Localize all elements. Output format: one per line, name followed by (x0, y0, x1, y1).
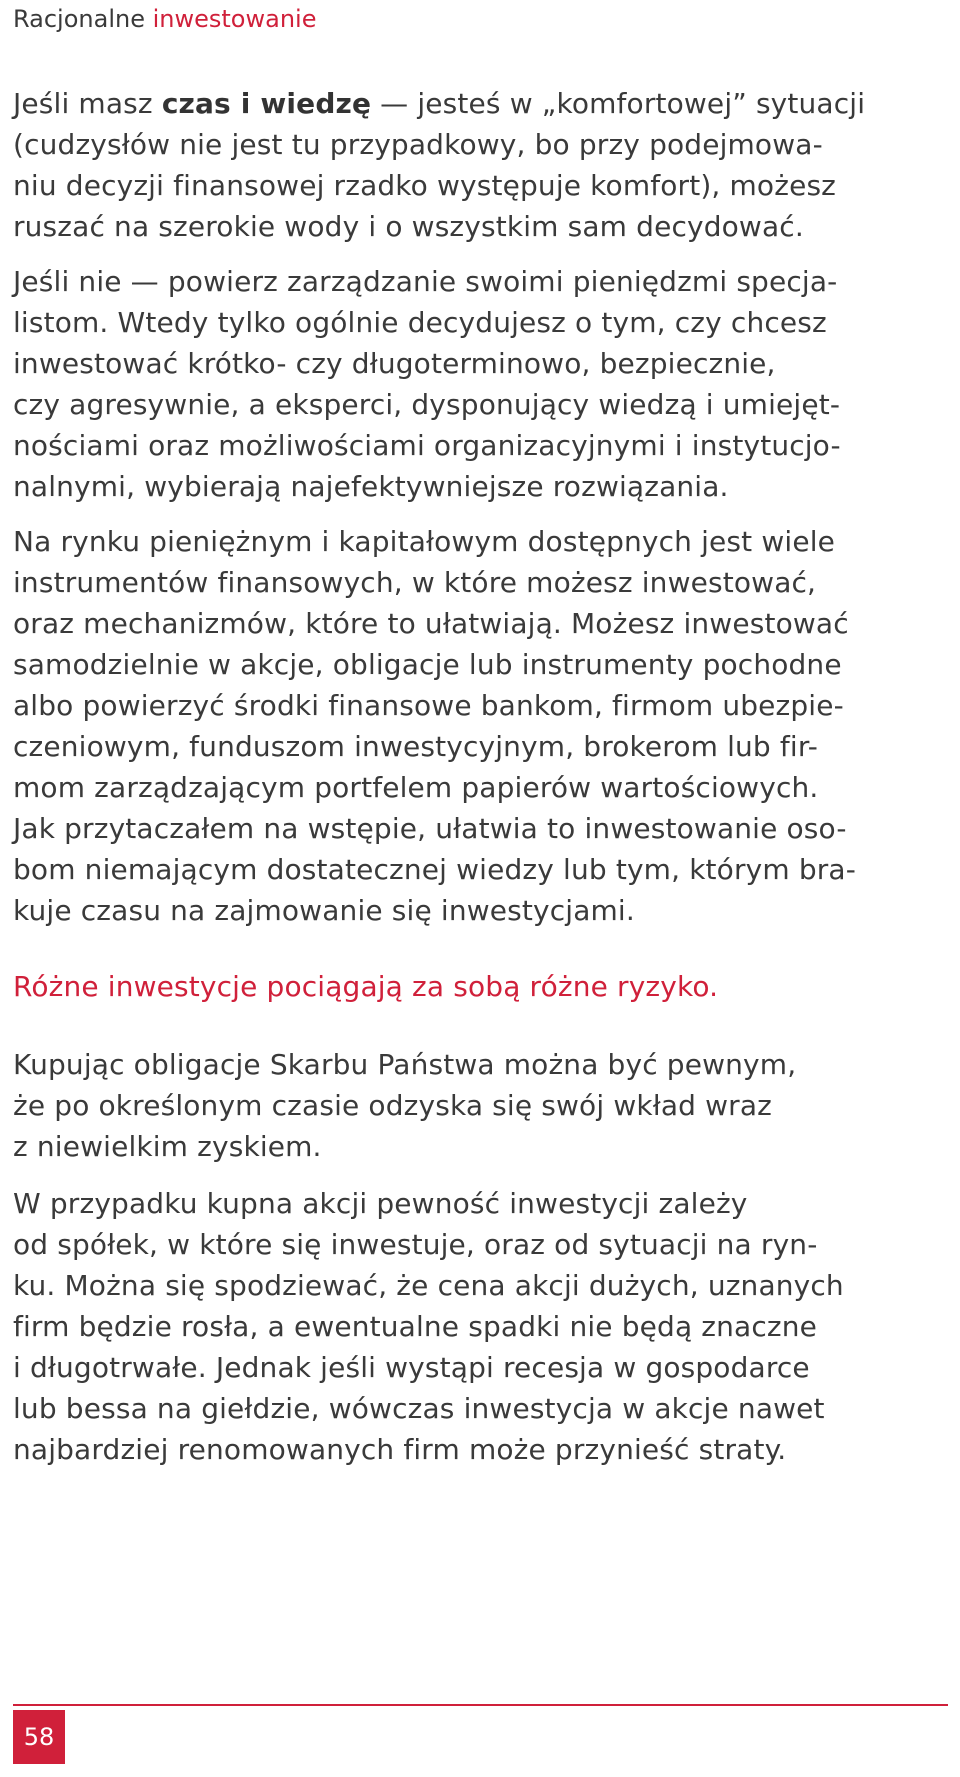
page-number-badge: 58 (13, 1710, 65, 1764)
section-heading: Różne inwestycje pociągają za sobą różne ryzyko. (13, 970, 719, 1003)
paragraph-line: ku. Można się spodziewać, że cena akcji dużych, uznanych (13, 1269, 844, 1302)
paragraph-line: czy agresywnie, a eksperci, dysponujący wiedzą i umiejęt- (13, 388, 841, 421)
paragraph-line: albo powierzyć środki finansowe bankom, firmom ubezpie- (13, 689, 844, 722)
paragraph-line: że po określonym czasie odzyska się swój wkład wraz (13, 1089, 772, 1122)
running-header (13, 4, 316, 34)
footer-divider (13, 1704, 948, 1706)
text-span: Jeśli masz (13, 87, 162, 120)
paragraph-line: ruszać na szerokie wody i o wszystkim sam decydować. (13, 210, 804, 243)
running-header-title: Racjonalne (13, 5, 145, 33)
paragraph-line: kuje czasu na zajmowanie się inwestycjami. (13, 894, 635, 927)
paragraph-line: mom zarządzającym portfelem papierów wartościowych. (13, 771, 819, 804)
paragraph-line: listom. Wtedy tylko ogólnie decydujesz o tym, czy chcesz (13, 306, 827, 339)
paragraph-line: z niewielkim zyskiem. (13, 1130, 322, 1163)
paragraph-line: od spółek, w które się inwestuje, oraz od sytuacji na ryn- (13, 1228, 818, 1261)
paragraph-line: Kupując obligacje Skarbu Państwa można być pewnym, (13, 1048, 797, 1081)
paragraph-line: czeniowym, funduszom inwestycyjnym, brokerom lub fir- (13, 730, 818, 763)
emphasis-text: czas i wiedzę (161, 87, 372, 120)
paragraph-line: W przypadku kupna akcji pewność inwestycji zależy (13, 1187, 748, 1220)
paragraph-line: bom niemającym dostatecznej wiedzy lub tym, którym bra- (13, 853, 856, 886)
paragraph-line: lub bessa na giełdzie, wówczas inwestycja w akcje nawet (13, 1392, 825, 1425)
paragraph-line: Na rynku pieniężnym i kapitałowym dostępnych jest wiele (13, 525, 835, 558)
paragraph-line: nalnymi, wybierają najefektywniejsze rozwiązania. (13, 470, 729, 503)
paragraph-line: firm będzie rosła, a ewentualne spadki nie będą znaczne (13, 1310, 818, 1343)
paragraph-line: instrumentów finansowych, w które możesz inwestować, (13, 566, 817, 599)
paragraph-line: najbardziej renomowanych firm może przynieść straty. (13, 1433, 787, 1466)
text-span: — jesteś w „komfortowej” sytuacji (371, 87, 866, 120)
paragraph-line: (cudzysłów nie jest tu przypadkowy, bo przy podejmowa- (13, 128, 823, 161)
paragraph-line: Jak przytaczałem na wstępie, ułatwia to inwestowanie oso- (13, 812, 847, 845)
paragraph-line (13, 87, 865, 121)
paragraph-line: niu decyzji finansowej rzadko występuje komfort), możesz (13, 169, 837, 202)
paragraph-line: nościami oraz możliwościami organizacyjnymi i instytucjo- (13, 429, 841, 462)
paragraph-line: oraz mechanizmów, które to ułatwiają. Możesz inwestować (13, 607, 849, 640)
paragraph-line: samodzielnie w akcje, obligacje lub instrumenty pochodne (13, 648, 842, 681)
running-header-accent: inwestowanie (152, 5, 317, 33)
paragraph-line: inwestować krótko- czy długoterminowo, bezpiecznie, (13, 347, 776, 380)
paragraph-line: i długotrwałe. Jednak jeśli wystąpi recesja w gospodarce (13, 1351, 810, 1384)
paragraph-line: Jeśli nie — powierz zarządzanie swoimi pieniędzmi specja- (13, 265, 838, 298)
